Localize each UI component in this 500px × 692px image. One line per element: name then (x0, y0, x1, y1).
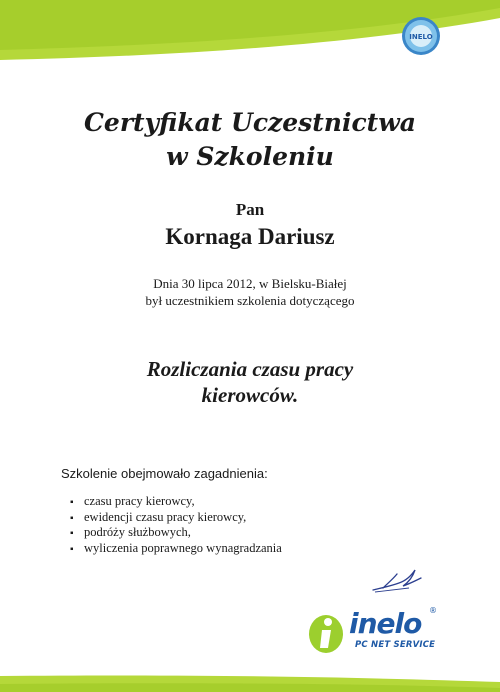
logo-wordmark: inelo (349, 607, 422, 640)
list-item: ▪ ewidencji czasu pracy kierowcy, (70, 510, 282, 526)
bullet-icon: ▪ (70, 497, 74, 508)
scope-label: Szkolenie obejmowało zagadnienia: (61, 466, 268, 481)
list-item: ▪ wyliczenia poprawnego wynagradzania (70, 541, 282, 557)
registered-mark: ® (429, 606, 437, 615)
bullet-icon: ▪ (70, 543, 74, 555)
handwritten-signature (369, 564, 429, 594)
bullet-icon: ▪ (70, 512, 74, 524)
seal-text: INELO (409, 33, 433, 41)
inelo-logo (307, 606, 457, 656)
salutation: Pan (235, 200, 265, 219)
training-topic-line2: kierowców. (201, 383, 299, 407)
info-i-icon (307, 610, 345, 654)
certificate-title-line2: w Szkoleniu (166, 142, 334, 171)
inelo-seal-logo (401, 16, 441, 56)
bullet-icon: ▪ (70, 528, 74, 539)
scope-list (70, 494, 282, 556)
date-place-line: Dnia 30 lipca 2012, w Bielsku-Białej (153, 276, 347, 291)
logo-tagline: PC NET SERVICE (355, 640, 436, 650)
list-item: ▪ czasu pracy kierowcy, (70, 494, 282, 510)
participation-line: był uczestnikiem szkolenia dotyczącego (145, 293, 355, 308)
bottom-green-swoosh (0, 652, 500, 692)
participant-name: Kornaga Dariusz (165, 224, 335, 249)
list-item: ▪ podróży służbowych, (70, 525, 282, 541)
training-topic-line1: Rozliczania czasu pracy (146, 357, 354, 381)
certificate-title-line1: Certyfikat Uczestnictwa (84, 108, 416, 137)
